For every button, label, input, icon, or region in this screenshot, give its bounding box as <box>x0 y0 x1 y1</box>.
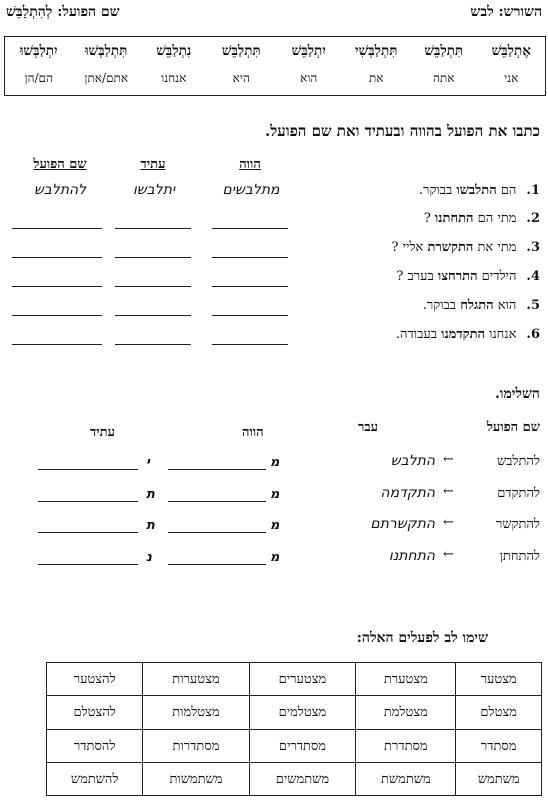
conjugation-cell <box>478 37 546 95</box>
table-cell: להשתמש <box>47 762 143 795</box>
present-letter: מ <box>270 550 280 565</box>
sentence-verb: התקדמנו <box>441 327 485 342</box>
sentence-text: הוא <box>493 298 517 313</box>
exercise2-past-answer: התחתנו <box>388 548 435 564</box>
exercise2-infinitive: להתקדם <box>497 486 540 501</box>
exercise2-future-blank[interactable] <box>38 469 138 470</box>
answer-present-blank[interactable] <box>212 286 288 287</box>
exercise2-past-answer: התקדמה <box>380 485 435 501</box>
table-cell: מצטלמות <box>143 696 249 729</box>
sentence-verb: התקשרת <box>427 240 474 255</box>
table-cell: מסתדרים <box>249 729 356 762</box>
exercise2-present-blank[interactable] <box>168 469 266 470</box>
conjugation-pronoun: את <box>368 71 384 85</box>
sentence-verb: התחתנו <box>434 211 474 226</box>
sentence-text: הילדים <box>477 269 517 284</box>
conjugation-form: יִתְלַבְּשׁוּ <box>19 43 58 59</box>
exercise1-instruction: כתבו את הפועל בהווה ובעתיד ואת שם הפועל. <box>265 122 540 140</box>
table-cell: משתמשת <box>356 762 456 795</box>
exercise2-infinitive: להתקשר <box>495 517 540 532</box>
sentence-number: 3. <box>526 240 540 255</box>
infinitive-column-header: שם הפועל <box>33 157 87 172</box>
table-cell: משתמשות <box>143 762 249 795</box>
conjugation-form: תִּתְלַבֵּשׁ <box>221 43 261 59</box>
table-row <box>47 663 542 696</box>
future-letter: ת <box>146 487 155 502</box>
sentence-verb: התלבשו <box>456 183 497 198</box>
table-row <box>47 762 542 795</box>
arrow-icon: ← <box>443 484 454 499</box>
conjugation-pronoun: הם/הן <box>24 71 53 85</box>
arrow-icon: ← <box>443 515 454 530</box>
exercise2-present-blank[interactable] <box>168 501 266 502</box>
table-cell: מצטערים <box>249 663 356 696</box>
table-cell: משתמשים <box>249 762 356 795</box>
sentence-text: מתי הם <box>473 211 517 226</box>
table-cell: מצטלם <box>456 696 542 729</box>
exercise2-infinitive: להתחתן <box>499 549 540 564</box>
conjugation-pronoun: היא <box>232 71 250 85</box>
present-letter: מ <box>270 487 280 502</box>
conjugation-pronoun: אתם/אתן <box>84 71 129 85</box>
sentence-text: ? <box>423 211 435 226</box>
exercise2-infinitive: להתלבש <box>496 454 540 469</box>
exercise2-past-answer: התקשרתם <box>370 516 435 532</box>
sentence-text: בעבודה. <box>395 327 442 342</box>
exercise2-future-blank[interactable] <box>38 564 138 565</box>
answer-future-blank[interactable] <box>115 315 191 316</box>
answer-infinitive-blank[interactable] <box>12 315 102 316</box>
sentence-verb: התגלח <box>460 298 494 313</box>
conjugation-cell <box>5 37 73 95</box>
answer-present-blank[interactable] <box>212 315 288 316</box>
table-cell: מצטלמת <box>356 696 456 729</box>
exercise2-past-answer: התלבש <box>390 453 435 469</box>
table-cell: מסתדרות <box>143 729 249 762</box>
table-row <box>47 729 542 762</box>
future-letter: י <box>146 455 150 470</box>
conjugation-cell <box>410 37 478 95</box>
table-cell: להצטלם <box>47 696 143 729</box>
arrow-icon: ← <box>443 452 454 467</box>
conjugation-cell <box>275 37 343 95</box>
future-column-header: עתיד <box>140 157 166 172</box>
answer-present-blank[interactable] <box>212 344 288 345</box>
present-column-header: הווה <box>239 157 261 172</box>
conjugation-pronoun: הוא <box>300 71 318 85</box>
table-cell: מסתדר <box>456 729 542 762</box>
sentence-text: בבוקר. <box>418 183 457 198</box>
sentence-number: 1. <box>526 183 540 198</box>
answer-infinitive-blank[interactable] <box>12 228 102 229</box>
answer-present-blank[interactable] <box>212 257 288 258</box>
sentence-number: 6. <box>526 327 540 342</box>
sentence-number: 2. <box>526 211 540 226</box>
sentence-text: בבוקר. <box>422 298 461 313</box>
exercise2-future-header: עתיד <box>90 425 115 440</box>
answer-infinitive-blank[interactable] <box>12 286 102 287</box>
exercise2-instruction: השלימו. <box>495 386 540 402</box>
answer-future-blank[interactable] <box>115 286 191 287</box>
table-row <box>47 696 542 729</box>
answer-present-blank[interactable] <box>212 228 288 229</box>
present-letter: מ <box>270 518 280 533</box>
table-cell: משתמש <box>456 762 542 795</box>
conjugation-pronoun: אנחנו <box>161 71 187 85</box>
exercise2-present-header: הווה <box>242 425 264 440</box>
root-label: השורש: לבש <box>470 4 542 20</box>
exercise1-sentence <box>423 297 540 313</box>
exercise2-infinitive-header: שם הפועל <box>486 420 540 435</box>
table-cell: מסתדרת <box>356 729 456 762</box>
table-cell: מצטלמים <box>249 696 356 729</box>
conjugation-form: נִתְלַבֵּשׁ <box>156 43 192 59</box>
sentence-number: 5. <box>526 298 540 313</box>
conjugation-cell <box>343 37 411 95</box>
table-cell: להסתדר <box>47 729 143 762</box>
sentence-number: 4. <box>526 269 540 284</box>
exercise2-past-header: עבר <box>358 420 379 435</box>
answer-future: יתלבשו <box>132 182 176 198</box>
answer-future-blank[interactable] <box>115 344 191 345</box>
answer-future-blank[interactable] <box>115 228 191 229</box>
verb-forms-table <box>46 662 542 796</box>
present-letter: מ <box>270 455 280 470</box>
table-cell: מצטער <box>456 663 542 696</box>
exercise3-instruction: שימו לב לפעלים האלה: <box>356 630 488 646</box>
sentence-verb: התרחצו <box>437 269 478 284</box>
future-letter: נ <box>146 550 152 565</box>
sentence-text: הם <box>496 183 517 198</box>
conjugation-form: תִּתְלַבְּשׁוּ <box>85 43 128 59</box>
conjugation-form: יִתְלַבֵּשׁ <box>291 43 326 59</box>
conjugation-form: אֶתְלַבֵּשׁ <box>491 43 531 59</box>
sentence-text: בערב ? <box>396 269 438 284</box>
answer-future-blank[interactable] <box>115 257 191 258</box>
table-cell: מצטערות <box>143 663 249 696</box>
exercise1-sentence <box>419 182 540 198</box>
exercise2-present-blank[interactable] <box>168 564 266 565</box>
answer-infinitive: להתלבש <box>33 182 87 198</box>
sentence-text: אנחנו <box>485 327 517 342</box>
conjugation-cell <box>73 37 141 95</box>
answer-infinitive-blank[interactable] <box>12 257 102 258</box>
exercise1-sentence <box>396 326 540 342</box>
conjugation-table <box>4 36 546 96</box>
conjugation-cell <box>140 37 208 95</box>
conjugation-pronoun: אני <box>504 71 519 85</box>
exercise2-future-blank[interactable] <box>38 501 138 502</box>
exercise1-sentence <box>396 268 540 284</box>
table-cell: מצטערת <box>356 663 456 696</box>
conjugation-form: תִּתְלַבְּשִׁי <box>355 43 398 59</box>
sentence-text: מתי את <box>473 240 517 255</box>
answer-infinitive-blank[interactable] <box>12 344 102 345</box>
exercise1-sentence <box>392 239 540 255</box>
conjugation-form: תִּתְלַבֵּשׁ <box>424 43 464 59</box>
conjugation-pronoun: אתה <box>433 71 455 85</box>
arrow-icon: ← <box>443 547 454 562</box>
table-cell: להצטער <box>47 663 143 696</box>
exercise1-sentence <box>424 210 540 226</box>
answer-present: מתלבשים <box>222 182 280 198</box>
conjugation-cell <box>208 37 276 95</box>
exercise2-present-blank[interactable] <box>168 532 266 533</box>
sentence-text: אליי ? <box>391 240 428 255</box>
infinitive-label: שם הפועל: לְהִתְלַבֵּשׁ <box>6 4 120 20</box>
exercise2-future-blank[interactable] <box>38 532 138 533</box>
future-letter: ת <box>146 518 155 533</box>
